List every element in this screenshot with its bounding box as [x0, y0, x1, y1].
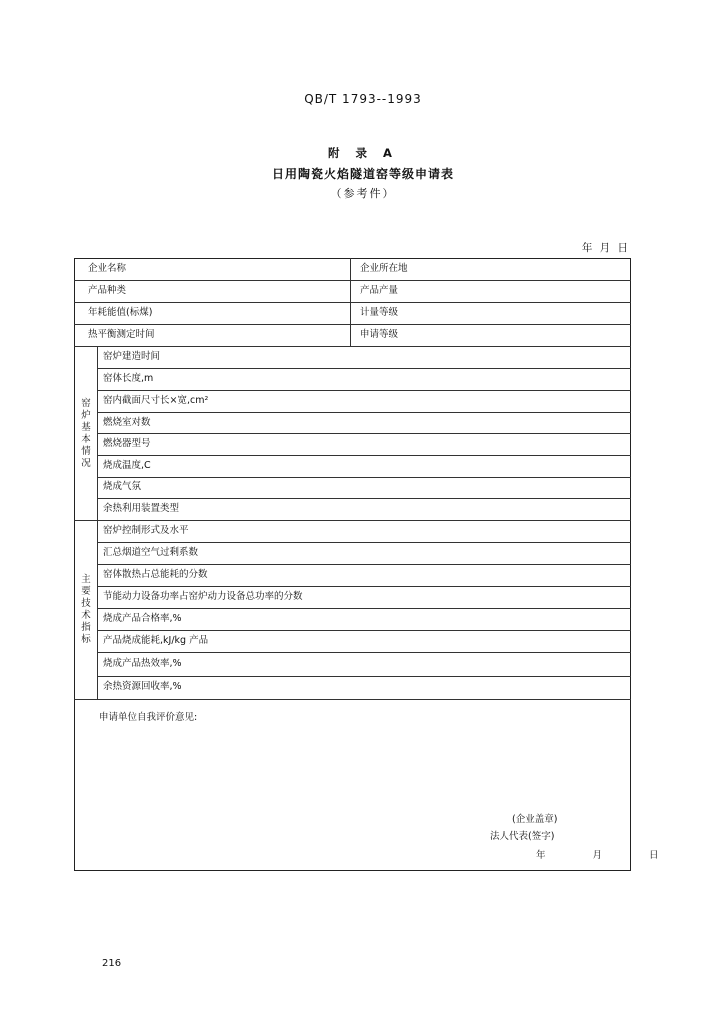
reference-note: （参考件）	[330, 187, 396, 200]
tech-item-pass-rate: 烧成产品合格率,%	[103, 613, 182, 624]
tech-item-heat-loss: 窑体散热占总能耗的分数	[103, 569, 208, 580]
label-product-output: 产品产量	[360, 285, 399, 296]
label-enterprise-name: 企业名称	[88, 263, 127, 274]
kiln-item-length: 窑体长度,m	[103, 373, 154, 384]
page-number: 216	[102, 958, 122, 969]
row-divider	[74, 324, 631, 325]
row-divider	[97, 368, 631, 369]
label-metering-grade: 计量等级	[360, 307, 399, 318]
kiln-item-burner-pairs: 燃烧室对数	[103, 417, 151, 428]
row-divider	[97, 498, 631, 499]
tech-section-label: 主要技术指标	[81, 574, 91, 645]
kiln-item-waste-heat: 余热利用装置类型	[103, 503, 180, 514]
row-divider	[74, 302, 631, 303]
tech-item-efficiency: 烧成产品热效率,%	[103, 658, 182, 669]
row-divider	[97, 676, 631, 677]
form-title: 日用陶瓷火焰隧道窑等级申请表	[271, 167, 454, 181]
row-divider	[97, 652, 631, 653]
top-date: 年 月 日	[581, 242, 630, 254]
column-divider	[350, 258, 351, 346]
company-seal-label: (企业盖章)	[512, 814, 558, 825]
tech-item-power-ratio: 节能动力设备功率占窑炉动力设备总功率的分数	[103, 591, 303, 602]
self-eval-label: 申请单位自我评价意见:	[99, 712, 198, 723]
label-heat-balance-time: 热平衡测定时间	[88, 329, 155, 340]
tech-item-excess-air: 汇总烟道空气过剩系数	[103, 547, 199, 558]
kiln-section-label: 窑炉基本情况	[81, 398, 91, 469]
row-divider	[74, 280, 631, 281]
kiln-item-firing-temp: 烧成温度,C	[103, 460, 151, 471]
tech-item-recovery: 余热资源回收率,%	[103, 681, 182, 692]
row-divider	[97, 586, 631, 587]
tech-item-control: 窑炉控制形式及水平	[103, 525, 189, 536]
tech-item-energy-use: 产品烧成能耗,kJ/kg 产品	[103, 635, 209, 646]
appendix-heading: 附 录 A	[328, 146, 398, 160]
row-divider	[97, 455, 631, 456]
row-divider	[97, 608, 631, 609]
row-divider	[74, 346, 631, 347]
label-product-type: 产品种类	[88, 285, 127, 296]
section-divider	[74, 699, 631, 700]
row-divider	[97, 477, 631, 478]
kiln-item-section-size: 窑内截面尺寸长×宽,cm²	[103, 395, 209, 406]
label-annual-energy: 年耗能值(标煤)	[88, 307, 153, 318]
sign-date: 年 月 日	[536, 850, 681, 861]
row-divider	[97, 542, 631, 543]
label-enterprise-location: 企业所在地	[360, 263, 408, 274]
row-divider	[97, 390, 631, 391]
row-divider	[97, 564, 631, 565]
label-applied-grade: 申请等级	[360, 329, 399, 340]
kiln-item-atmosphere: 烧成气氛	[103, 481, 142, 492]
legal-rep-label: 法人代表(签字)	[490, 831, 555, 842]
row-divider	[97, 412, 631, 413]
kiln-item-burner-model: 燃烧器型号	[103, 438, 151, 449]
row-divider	[97, 433, 631, 434]
row-divider	[97, 630, 631, 631]
kiln-item-build-time: 窑炉建造时间	[103, 351, 161, 362]
section-divider	[74, 520, 631, 521]
section-label-divider	[97, 346, 98, 699]
standard-number: QB/T 1793--1993	[304, 92, 422, 106]
